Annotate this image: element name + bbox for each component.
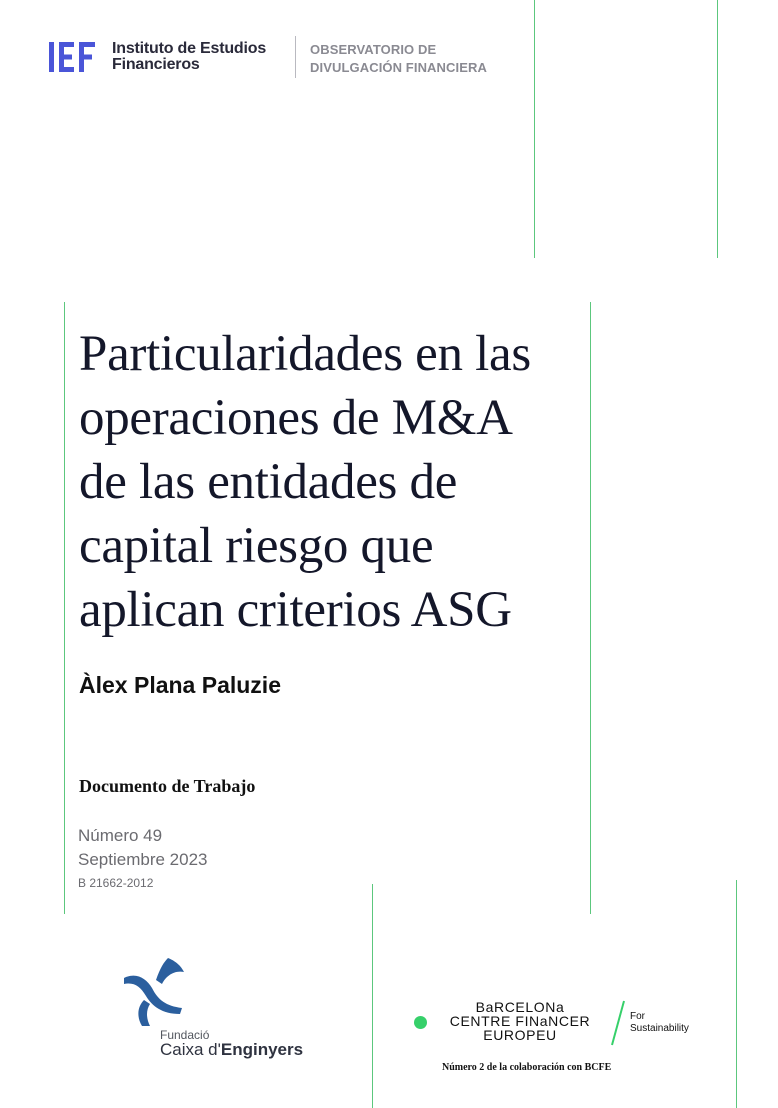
collaboration-note: Número 2 de la colaboración con BCFE [442, 1062, 612, 1073]
observatory-name: OBSERVATORIO DE DIVULGACIÓN FINANCIERA [310, 42, 487, 75]
green-dot-icon [414, 1016, 427, 1029]
publication-date: Septiembre 2023 [78, 850, 208, 869]
institute-name: Instituto de Estudios Financieros [112, 40, 267, 73]
bcfe-name: BaRCELONa CENTRE FINaNCER EUROPEU [449, 999, 591, 1043]
divider-line-main-left [64, 302, 65, 914]
fundacio-label: Fundació [160, 1028, 210, 1042]
author-name: Àlex Plana Paluzie [79, 672, 281, 698]
document-title [79, 322, 599, 642]
ief-logo [48, 36, 487, 80]
fundacio-caixa-enginyers-logo [122, 956, 322, 1066]
title-line: Particularidades en las [79, 326, 531, 382]
title-line: operaciones de M&A [79, 390, 513, 446]
divider-line-top-left [534, 0, 535, 258]
document-type: Documento de Trabajo [79, 776, 256, 796]
bcfe-logo [412, 998, 732, 1048]
divider-line-bottom-right [736, 880, 737, 1108]
title-line: de las entidades de [79, 454, 458, 510]
slash-divider-icon [608, 1000, 628, 1046]
header-separator [295, 36, 296, 78]
title-line: capital riesgo que [79, 518, 434, 574]
fundacio-symbol-icon [122, 956, 192, 1028]
title-line: aplican criterios ASG [79, 582, 512, 638]
divider-line-top-right [717, 0, 718, 258]
issue-number: Número 49 [78, 826, 163, 845]
caixa-enginyers-label: Caixa d'Enginyers [160, 1040, 304, 1059]
bcfe-tagline: For Sustainability [630, 1011, 689, 1034]
divider-line-bottom-left [372, 884, 373, 1108]
ief-mark-icon [48, 42, 100, 72]
legal-deposit: B 21662-2012 [78, 876, 154, 890]
